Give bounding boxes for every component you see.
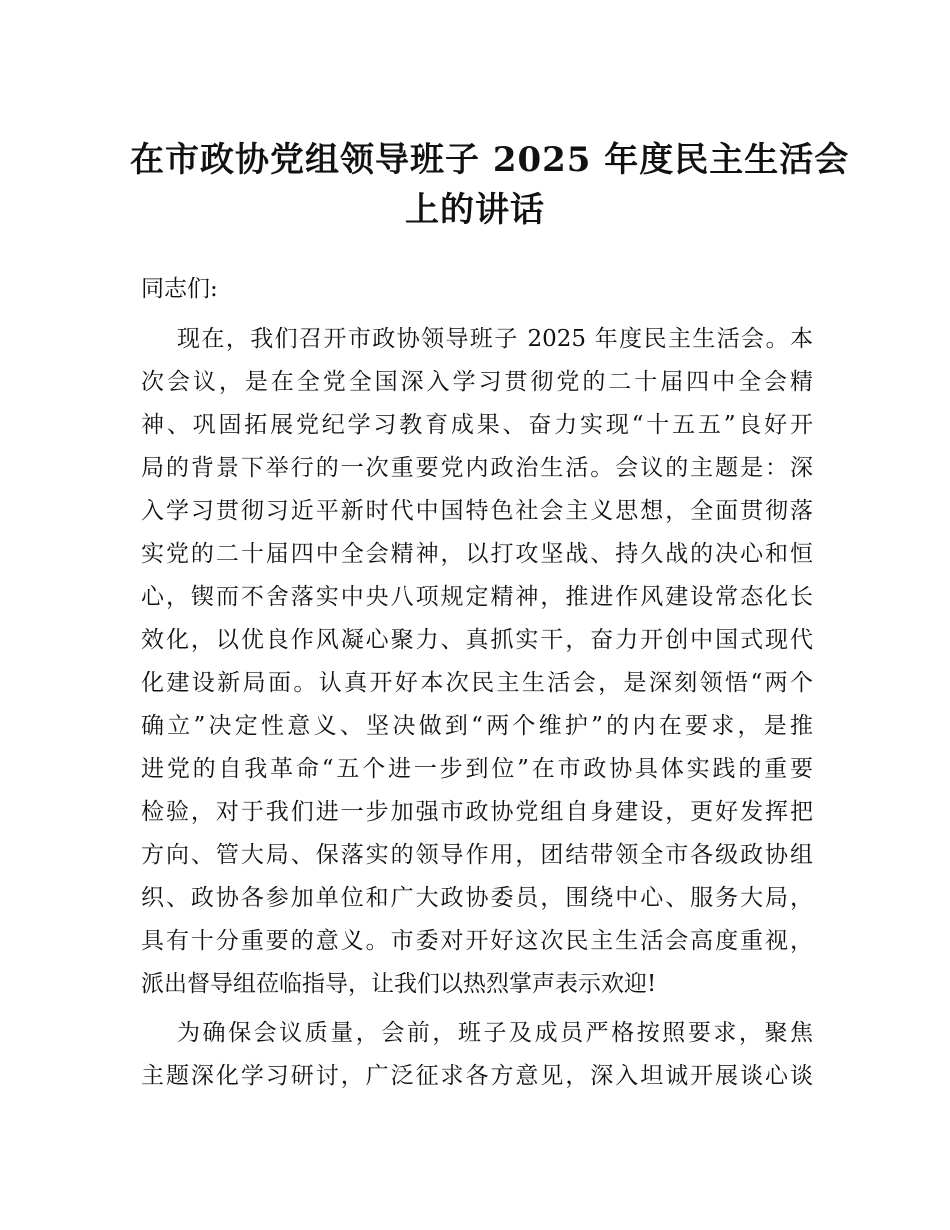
paragraph-line: 神、巩固拓展党纪学习教育成果、奋力实现“十五五”良好开 [141,412,813,438]
paragraph-line: 入学习贯彻习近平新时代中国特色社会主义思想，全面贯彻落 [141,498,813,524]
paragraph-line: 效化，以优良作风凝心聚力、真抓实干，奋力开创中国式现代 [141,627,813,653]
paragraph-line: 检验，对于我们进一步加强市政协党组自身建设，更好发挥把 [141,799,813,825]
paragraph-line: 方向、管大局、保落实的领导作用，团结带领全市各级政协组 [141,842,813,868]
paragraph-line: 化建设新局面。认真开好本次民主生活会，是深刻领悟“两个 [141,670,813,696]
document-body [141,266,813,1098]
paragraph-line: 现在，我们召开市政协领导班子 2025 年度民主生活会。本 [177,326,813,352]
paragraph-line: 心，锲而不舍落实中央八项规定精神，推进作风建设常态化长 [141,584,813,610]
salutation: 同志们: [141,276,218,302]
paragraph-1 [141,318,813,1006]
paragraph-line: 主题深化学习研讨，广泛征求各方意见，深入坦诚开展谈心谈 [141,1063,813,1089]
paragraph-line: 实党的二十届四中全会精神，以打攻坚战、持久战的决心和恒 [141,541,813,567]
paragraph-line: 局的背景下举行的一次重要党内政治生活。会议的主题是：深 [141,455,813,481]
paragraph-line: 确立”决定性意义、坚决做到“两个维护”的内在要求，是推 [141,713,813,739]
paragraph-line: 次会议，是在全党全国深入学习贯彻党的二十届四中全会精 [141,369,813,395]
document-title [130,135,850,235]
paragraph-line: 具有十分重要的意义。市委对开好这次民主生活会高度重视， [141,928,813,954]
title-line-1: 在市政协党组领导班子 2025 年度民主生活会 [130,139,850,180]
paragraph-line: 织、政协各参加单位和广大政协委员，围绕中心、服务大局， [141,885,813,911]
paragraph-line: 进党的自我革命“五个进一步到位”在市政协具体实践的重要 [141,756,813,782]
paragraph-2 [141,1012,813,1098]
title-line-2: 上的讲话 [405,189,545,230]
paragraph-line: 为确保会议质量，会前，班子及成员严格按照要求，聚焦 [177,1020,813,1046]
paragraph-line: 派出督导组莅临指导，让我们以热烈掌声表示欢迎! [141,971,657,997]
